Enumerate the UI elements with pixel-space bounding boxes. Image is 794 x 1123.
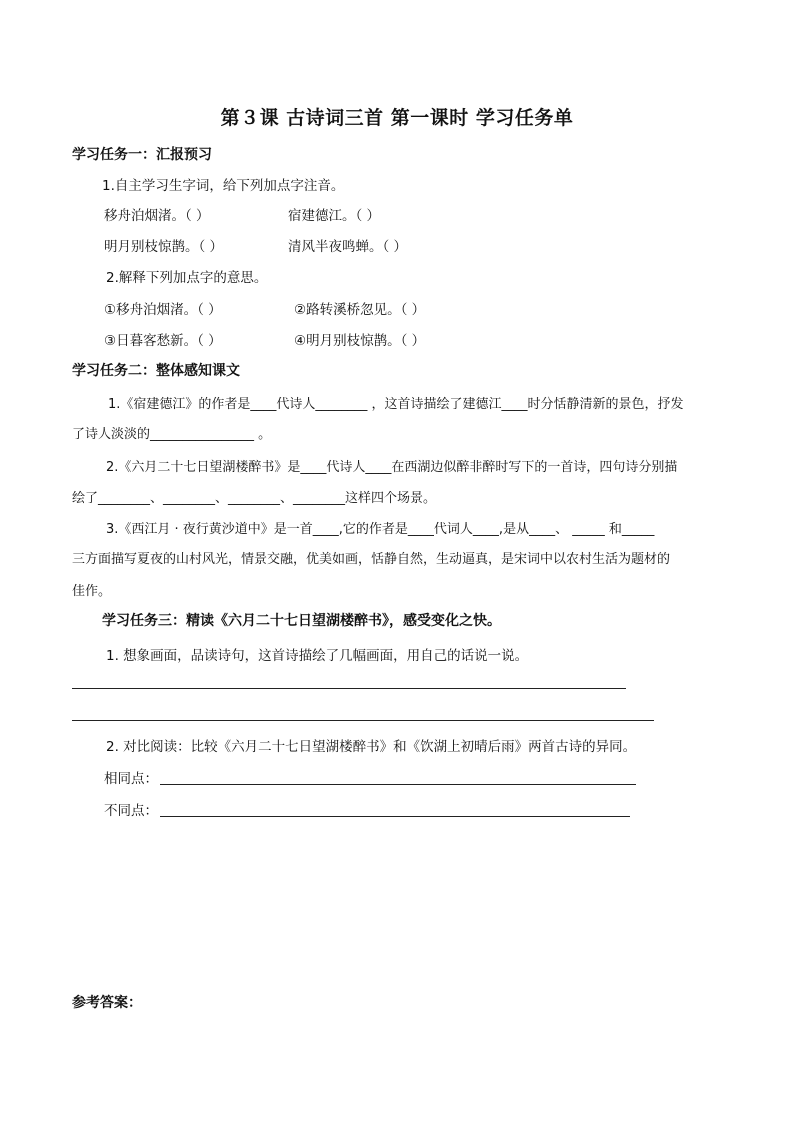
task2-heading: 学习任务二：整体感知课文 [72,363,240,379]
meaning-item: ④明月别枝惊鹊。（ ） [294,333,426,349]
answers-heading: 参考答案： [72,995,142,1011]
task1-question-2: 2.解释下列加点字的意思。 [106,270,268,286]
diff-answer-line[interactable] [160,816,630,817]
pinyin-item: 宿建德江。（ ） [288,208,381,224]
answer-line[interactable] [72,720,654,721]
task2-line: 了诗人淡淡的________________ 。 [72,427,272,442]
pinyin-item: 明月别枝惊鹊。（ ） [104,239,224,255]
task3-heading: 学习任务三：精读《六月二十七日望湖楼醉书》，感受变化之快。 [102,613,501,629]
meaning-item: ①移舟泊烟渚。（ ） [104,302,222,318]
task1-heading: 学习任务一：汇报预习 [72,147,212,163]
task3-question-1: 1. 想象画面，品读诗句，这首诗描绘了几幅画面，用自己的话说一说。 [106,648,529,664]
answer-line[interactable] [72,688,626,689]
same-answer-line[interactable] [160,784,636,785]
task1-question-1: 1.自主学习生字词，给下列加点字注音。 [102,178,345,194]
task2-line: 2.《六月二十七日望湖楼醉书》是____代诗人____在西湖边似醉非醉时写下的一首诗，四句诗分别描 [106,460,678,475]
task2-line: 佳作。 [72,584,112,599]
meaning-item: ②路转溪桥忽见。（ ） [294,302,426,318]
meaning-item: ③日暮客愁新。（ ） [104,333,222,349]
same-label: 相同点： [104,771,158,787]
pinyin-item: 清风半夜鸣蝉。（ ） [288,239,408,255]
task2-line: 3.《西江月 · 夜行黄沙道中》是一首____,它的作者是____代词人____,是从____、 _____ 和_____ [106,522,655,537]
diff-label: 不同点： [104,803,158,819]
pinyin-item: 移舟泊烟渚。（ ） [104,208,210,224]
task3-question-2: 2. 对比阅读：比较《六月二十七日望湖楼醉书》和《饮湖上初晴后雨》两首古诗的异同。 [106,739,637,755]
page-title: 第３课 古诗词三首 第一课时 学习任务单 [220,107,574,129]
task2-line: 三方面描写夏夜的山村风光，情景交融，优美如画，恬静自然，生动逼真，是宋词中以农村生活为题材的 [72,552,671,567]
task2-line: 绘了________、________、________、________这样四个场景。 [72,491,437,506]
task2-line: 1.《宿建德江》的作者是____代诗人________ ，这首诗描绘了建德江____时分恬静清新的景色，抒发 [108,397,684,412]
